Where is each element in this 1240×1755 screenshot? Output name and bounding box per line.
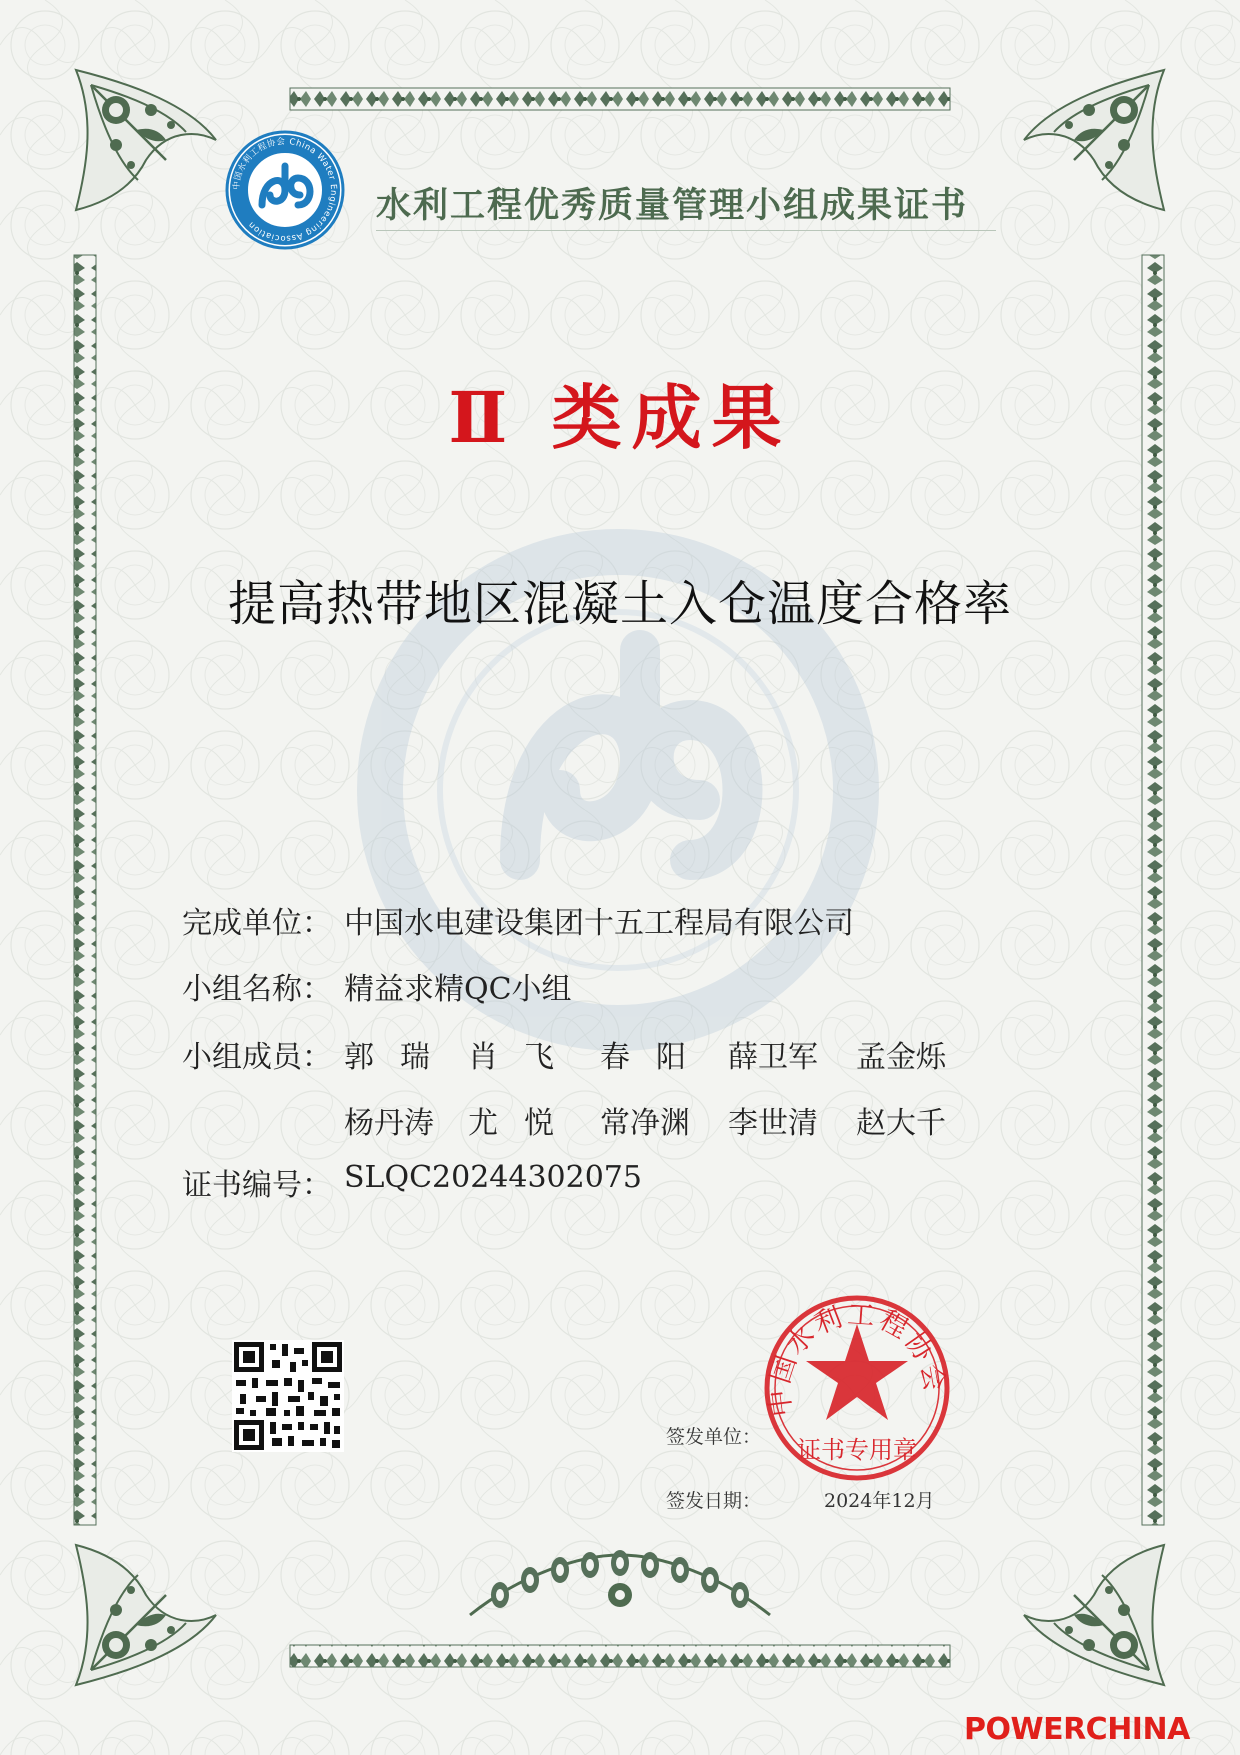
issue-date-label: 签发日期： xyxy=(666,1490,762,1512)
member-name: 孟金烁 xyxy=(856,1040,946,1075)
member-name: 郭瑞 xyxy=(344,1040,456,1075)
unit-label: 完成单位： xyxy=(182,906,332,941)
svg-text:证书专用章: 证书专用章 xyxy=(797,1436,917,1464)
unit-value: 中国水电建设集团十五工程局有限公司 xyxy=(344,906,854,941)
cert-no-label: 证书编号： xyxy=(182,1168,332,1203)
header-divider xyxy=(376,230,996,231)
member-name: 肖飞 xyxy=(468,1040,580,1075)
achievement-grade: Ⅱ 类成果 xyxy=(448,376,792,459)
seal-text xyxy=(757,1288,957,1488)
logo-ring-text xyxy=(225,130,345,250)
member-name: 薛卫军 xyxy=(728,1040,818,1075)
svg-text:中国水利工程协会: 中国水利工程协会 xyxy=(763,1299,951,1419)
powerchina-brand: POWERCHINA xyxy=(964,1712,1190,1747)
certificate-header-title: 水利工程优秀质量管理小组成果证书 xyxy=(376,185,969,226)
member-name: 常净渊 xyxy=(600,1106,690,1141)
cert-no-value: SLQC20244302075 xyxy=(344,1160,642,1195)
member-name: 杨丹涛 xyxy=(344,1106,434,1141)
member-name: 李世清 xyxy=(728,1106,818,1141)
issue-date-value: 2024年12月 xyxy=(824,1490,935,1512)
issuer-label: 签发单位： xyxy=(666,1426,762,1448)
member-name: 春阳 xyxy=(600,1040,712,1075)
group-label: 小组名称： xyxy=(182,972,332,1007)
member-name: 尤悦 xyxy=(468,1106,580,1141)
members-label: 小组成员： xyxy=(182,1040,332,1075)
qr-code-icon xyxy=(232,1340,344,1452)
svg-text:中国水利工程协会 China Water Engineeri: 中国水利工程协会 China Water Engineering Association xyxy=(231,136,339,244)
group-value: 精益求精QC小组 xyxy=(344,972,572,1007)
project-title: 提高热带地区混凝土入仓温度合格率 xyxy=(227,576,1012,632)
member-name: 赵大千 xyxy=(856,1106,946,1141)
